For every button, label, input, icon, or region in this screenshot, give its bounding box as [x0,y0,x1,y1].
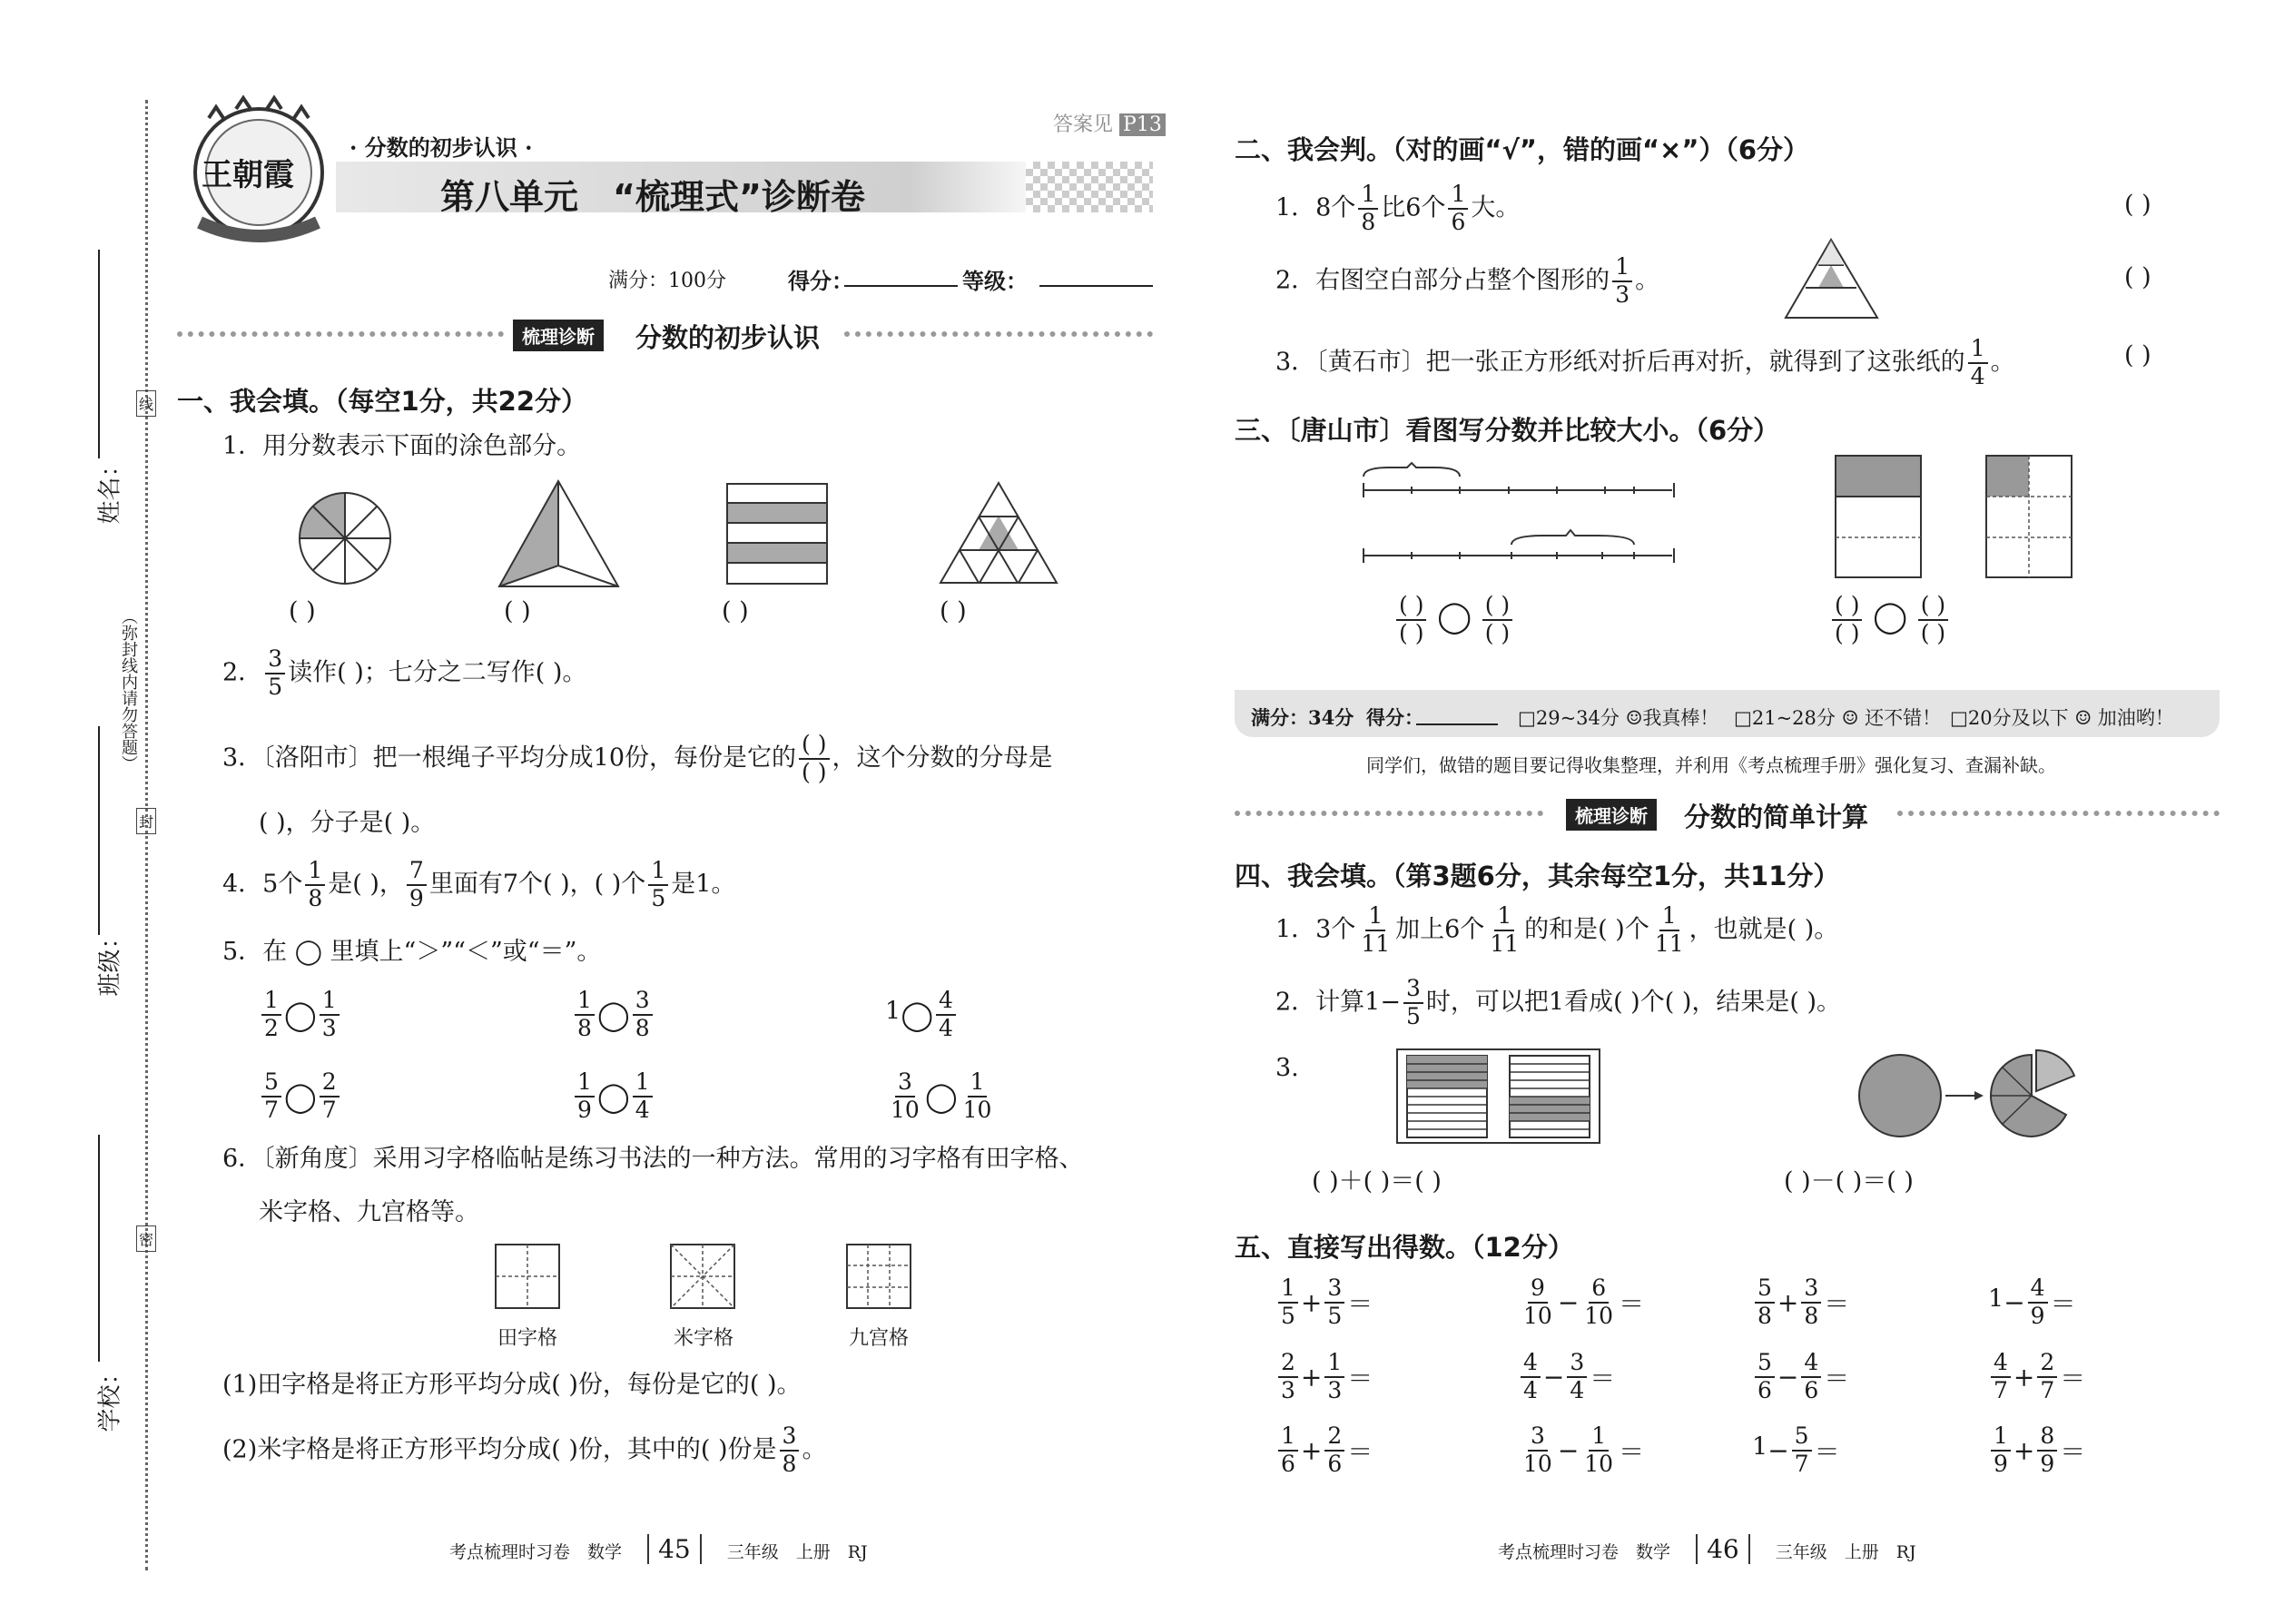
seal-mark-line: 线 [136,390,156,417]
q4-item1-c: 的和是( )个 [1524,915,1649,944]
fraction: $\frac{1}{10}$ [1584,1422,1614,1477]
compare-item[interactable] [885,1069,997,1124]
scorebar-note: 同学们，做错的题目要记得收集整理，并利用《考点梳理手册》强化复习、查漏补缺。 [1366,754,2056,776]
page-number: 45 [647,1534,702,1564]
q4-eq1[interactable]: ( )＋( )＝( ) [1312,1167,1442,1196]
calc-item[interactable]: $\frac{1}{5}$ + $\frac{3}{5}$ ＝ [1275,1275,1373,1330]
q2-item1-a: 1．8个 [1275,193,1356,222]
q4-title: 四、我会填。（第3题6分，其余每空1分，共11分） [1235,861,1840,891]
compare-item[interactable] [259,988,342,1042]
fraction: $\frac{5}{8}$ [1755,1275,1775,1330]
fraction [265,646,285,701]
section-badge: 梳理诊断 [1566,799,1657,831]
section-divider [177,331,504,337]
q2-item3-text: 3．〔黄石市〕把一张正方形纸对折后再对折，就得到了这张纸的 [1275,348,1965,377]
frac-num: 3 [780,1423,800,1452]
q4-item1-a: 1．3个 [1275,915,1356,944]
page-title: 第八单元 “梳理式”诊断卷 [440,177,865,217]
fraction: $\frac{3}{10}$ [891,1068,920,1123]
mi-grid-label: 米字格 [674,1327,734,1350]
scorebar-r3 [1950,704,2174,731]
q1-item6: 6．〔新角度〕采用习字格临帖是练习书法的一种方法。常用的习字格有田字格、 [222,1145,1084,1173]
q1-blank[interactable]: ( ) [289,597,316,625]
q2-item1-b: 比6个 [1381,193,1446,222]
fraction: $\frac{5}{7}$ [261,1069,281,1124]
fraction: $\frac{1}{8}$ [1358,182,1378,236]
scorebar-r2-text: 还不错！ [1865,707,1942,729]
fraction-blank[interactable]: $\frac{( )}{( )}$ [1396,593,1426,647]
fraction: $\frac{1}{9}$ [1991,1423,2011,1478]
fraction: $\frac{1}{3}$ [320,988,340,1042]
fraction: $\frac{3}{8}$ [1801,1275,1821,1330]
fraction: $\frac{1}{6}$ [1278,1423,1298,1478]
q4-item2 [1275,976,1841,1030]
class-field[interactable] [98,726,100,935]
fraction: $\frac{1}{3}$ [1324,1350,1344,1404]
fraction: $\frac{4}{4}$ [1521,1350,1541,1404]
calc-item[interactable]: $\frac{9}{10}$ − $\frac{6}{10}$ ＝ [1518,1275,1644,1330]
fraction-blank[interactable]: $\frac{( )}{( )}$ [1482,593,1512,647]
section-badge: 梳理诊断 [513,320,604,351]
q4-item1-b: 加上6个 [1395,915,1485,944]
calc-item[interactable]: $\frac{1}{6}$ + $\frac{2}{6}$ ＝ [1275,1423,1373,1478]
footer-right-text: 考点梳理时习卷 数学 [1498,1542,1671,1562]
q1-item5: 5．在 ◯ 里填上“＞”“＜”或“＝”。 [222,938,602,966]
fraction: $\frac{3}{8}$ [633,988,653,1042]
q2-item3: 3．〔黄石市〕把一张正方形纸对折后再对折，就得到了这张纸的 $\frac{1}{4}$ 。 [1275,335,2015,389]
frac-den: 8 [782,1450,797,1477]
q1-item2-num: 2． [222,658,263,687]
seal-mark-seal: 封 [136,808,156,834]
score-label: 得分： [788,268,853,294]
frac-num: 3 [265,646,285,674]
q2-item1-c: 大。 [1471,193,1521,222]
tian-grid-label: 田字格 [497,1327,558,1350]
brand-logo-text: 王朝霞 [202,157,294,193]
section-divider [1897,811,2220,816]
triangle-figure [497,479,620,588]
fraction: $\frac{3}{5}$ [1403,976,1423,1030]
nine-grid-label: 九宫格 [849,1327,910,1350]
fraction: $\frac{2}{6}$ [1324,1423,1344,1478]
footer-left-text: 考点梳理时习卷 数学 [449,1542,623,1562]
fraction: $\frac{2}{7}$ [2037,1350,2057,1404]
calc-item[interactable]: $\frac{4}{7}$ + $\frac{2}{7}$ ＝ [1988,1350,2085,1404]
page-number: 46 [1696,1534,1750,1564]
compare-circle[interactable]: ◯ [924,1078,958,1114]
fraction: $\frac{4}{9}$ [2028,1275,2048,1330]
fraction: $\frac{3}{4}$ [1567,1350,1587,1404]
fraction: $\frac{1}{4}$ [633,1069,653,1124]
topic-label: · 分数的初步认识 · [350,134,533,161]
fraction: $\frac{1}{2}$ [261,988,281,1042]
nine-grid [846,1244,911,1309]
q1-item6-sub1: (1)田字格是将正方形平均分成( )份，每份是它的( )。 [222,1371,802,1399]
fraction [780,1423,800,1478]
q3-title: 三、〔唐山市〕看图写分数并比较大小。（6分） [1235,415,1780,446]
scorebar-full: 满分：34分 [1251,706,1354,729]
fraction: $\frac{1}{6}$ [1448,182,1468,236]
fraction: $\frac{9}{10}$ [1523,1275,1552,1329]
q1-item3-text: 3．〔洛阳市〕把一根绳子平均分成10份，每份是它的 [222,743,797,773]
fraction: $\frac{1}{8}$ [305,858,325,912]
fraction: $\frac{1}{8}$ [575,988,595,1042]
q2-answer[interactable]: ( ) [2124,191,2151,219]
fraction: $\frac{2}{7}$ [320,1069,340,1124]
binding-dotted-line [145,100,148,1570]
footer-right-text2: 三年级 上册 RJ [1775,1542,1916,1562]
scorebar-r1 [1518,704,1718,731]
smile-icon: ☺ [1841,707,1859,729]
q4-item2-a: 2．计算1− [1275,988,1401,1017]
circle-figure [295,488,395,588]
answer-ref [1053,109,1166,137]
q1-item4-a: 4．5个 [222,870,303,899]
fraction: $\frac{1}{5}$ [1278,1275,1298,1330]
tian-grid [495,1244,560,1309]
full-score: 满分：100分 [608,270,726,292]
mi-grid [670,1244,735,1309]
compare-item[interactable] [259,1069,342,1124]
fraction: $\frac{2}{3}$ [1278,1350,1298,1404]
fraction: $\frac{1}{5}$ [648,858,668,912]
section-title: 分数的简单计算 [1684,802,1869,832]
fraction: $\frac{6}{10}$ [1584,1275,1614,1329]
scorebar-score: 得分： [1366,706,1423,729]
score-field[interactable] [844,285,958,287]
scorebar-r2 [1734,704,1941,731]
answer-ref-text: 答案见 [1053,113,1114,136]
compare-circle[interactable]: ◯ [901,997,933,1032]
scorebar-r1-range: □29~34分 [1518,707,1620,729]
grade-field[interactable] [1039,285,1153,287]
calc-item[interactable]: $\frac{5}{6}$ − $\frac{4}{6}$ ＝ [1752,1350,1849,1404]
footer-left-text2: 三年级 上册 RJ [726,1542,868,1562]
frac-den: 5 [268,673,283,700]
q1-item2 [222,646,586,701]
seal-note: （弥封线内请勿答题） [119,608,138,772]
fraction: $\frac{1}{4}$ [1968,336,1988,390]
school-field[interactable] [98,1135,100,1362]
smile-icon: ☺ [1625,707,1643,729]
fraction: $\frac{1}{11}$ [1490,902,1520,957]
q3-compare-right[interactable]: $\frac{( )}{( )}$ ◯ $\frac{( )}{( )}$ [1829,593,1951,647]
answer-page-badge: P13 [1119,113,1166,136]
calc-item[interactable]: $\frac{3}{10}$ − $\frac{1}{10}$ ＝ [1518,1423,1644,1478]
q5-title: 五、直接写出得数。（12分） [1235,1232,1574,1263]
q2-item1 [1275,182,1520,236]
name-field[interactable] [98,250,100,458]
q1-item2-text: 读作( )；七分之二写作( )。 [288,658,587,687]
segment-line-figure [1362,463,1675,567]
calc-item[interactable]: 1− $\frac{5}{7}$ ＝ [1752,1422,1840,1477]
stripe-rectangles-figure [1396,1048,1600,1144]
school-label: 学校： [96,1361,124,1432]
q3-compare-left[interactable]: $\frac{( )}{( )}$ ◯ $\frac{( )}{( )}$ [1393,593,1515,647]
q1-blank[interactable]: ( ) [722,597,749,625]
fraction: $\frac{5}{7}$ [1792,1423,1812,1478]
q1-item6-sub2-text: (2)米字格是将正方形平均分成( )份，其中的( )份是 [222,1435,777,1464]
calc-item[interactable]: $\frac{1}{9}$ + $\frac{8}{9}$ ＝ [1988,1423,2085,1478]
fraction: $\frac{1}{11}$ [1654,902,1684,957]
scorebar-r3-text: 加油哟！ [2097,707,2174,729]
fraction: $\frac{8}{9}$ [2037,1423,2057,1478]
scorebar-r2-range: □21~28分 [1734,707,1836,729]
q4-eq2[interactable]: ( )－( )＝( ) [1784,1167,1914,1196]
footer-left [449,1534,868,1564]
compare-item[interactable] [572,1069,655,1124]
q2-answer[interactable]: ( ) [2124,341,2151,369]
fraction: $\frac{1}{10}$ [962,1068,992,1123]
pie-figure [1856,1053,2111,1139]
name-label: 姓名： [96,453,124,525]
fraction: $\frac{3}{5}$ [1324,1275,1344,1330]
q1-item3-text2: ，这个分数的分母是 [832,743,1053,773]
fraction: $\frac{1}{9}$ [575,1069,595,1124]
q2-title: 二、我会判。（对的画“√”，错的画“×”）（6分） [1235,134,1810,165]
scorebar-score-field[interactable] [1416,723,1498,725]
q1-blank[interactable]: ( ) [940,597,967,625]
scorebar-r1-text: 我真棒！ [1642,707,1719,729]
fraction-blank[interactable]: $\frac{( )}{( )}$ [1918,593,1948,647]
compare-item[interactable] [572,988,655,1042]
calc-item[interactable]: 1− $\frac{4}{9}$ ＝ [1988,1275,2076,1329]
class-label: 班级： [96,925,124,997]
calc-item[interactable]: $\frac{4}{4}$ − $\frac{3}{4}$ ＝ [1518,1350,1615,1404]
q1-item4-c: 里面有7个( )，( )个 [428,870,646,899]
layered-triangle [1784,238,1879,320]
q1-item4 [222,858,735,912]
q2-item2: 2．右图空白部分占整个图形的 $\frac{1}{3}$ 。 [1275,253,1660,308]
scorebar-r3-range: □20分及以下 [1950,707,2069,729]
fraction-blank[interactable]: $\frac{( )}{( )}$ [1832,593,1862,647]
header-checker [1026,162,1153,212]
rectangle-stripes-figure [726,483,828,585]
grade-label: 等级： [962,268,1028,294]
section-divider [1235,811,1543,816]
compare-item[interactable]: 1◯ $\frac{4}{4}$ [885,988,959,1042]
compare-circle[interactable]: ◯ [283,997,317,1032]
rectangles-figure [1834,454,2097,581]
q1-item3-line2: ( )，分子是( )。 [259,809,436,837]
fraction: $\frac{7}{9}$ [407,858,427,912]
section-divider [844,331,1153,337]
q1-blank[interactable]: ( ) [504,597,531,625]
calc-item[interactable]: $\frac{2}{3}$ + $\frac{1}{3}$ ＝ [1275,1350,1373,1404]
q4-item3: 3. [1275,1054,1299,1082]
smile-icon: ☺ [2074,707,2092,729]
fraction: $\frac{4}{7}$ [1991,1350,2011,1404]
fraction: $\frac{1}{3}$ [1612,254,1632,309]
q1-title: 一、我会填。（每空1分，共22分） [177,386,588,417]
q2-item2-text: 2．右图空白部分占整个图形的 [1275,266,1610,295]
fraction: $\frac{5}{6}$ [1755,1350,1775,1404]
compare-circle[interactable]: ◯ [283,1078,317,1114]
q1-item6-sub2: (2)米字格是将正方形平均分成( )份，其中的( )份是 $\frac{3}{8}$ 。 [222,1422,827,1477]
footer-right [1498,1534,1916,1564]
compare-circle[interactable]: ◯ [596,997,630,1032]
section-title: 分数的初步认识 [635,322,821,353]
q4-item1 [1275,903,1838,958]
q4-item1-d: ，也就是( )。 [1689,915,1839,944]
q1-item4-d: 是1。 [671,870,736,899]
q1-item1: 1．用分数表示下面的涂色部分。 [222,432,582,460]
q2-answer[interactable]: ( ) [2124,263,2151,291]
fraction: $\frac{1}{11}$ [1361,902,1391,957]
fraction-blank[interactable]: $\frac{( )}{( )}$ [799,732,829,786]
fraction: $\frac{4}{4}$ [936,988,956,1042]
q4-item2-b: 时，可以把1看成( )个( )，结果是( )。 [1425,988,1842,1017]
triangle-grid-figure [940,481,1058,585]
q1-item6-line2: 米字格、九宫格等。 [259,1198,479,1226]
fraction: $\frac{3}{10}$ [1523,1422,1552,1477]
compare-circle[interactable]: ◯ [596,1078,630,1114]
fraction: $\frac{4}{6}$ [1801,1350,1821,1404]
q1-item4-b: 是( )， [328,870,404,899]
calc-item[interactable]: $\frac{5}{8}$ + $\frac{3}{8}$ ＝ [1752,1275,1849,1330]
seal-mark-secret: 密 [136,1225,156,1252]
q1-item3 [222,732,1053,786]
